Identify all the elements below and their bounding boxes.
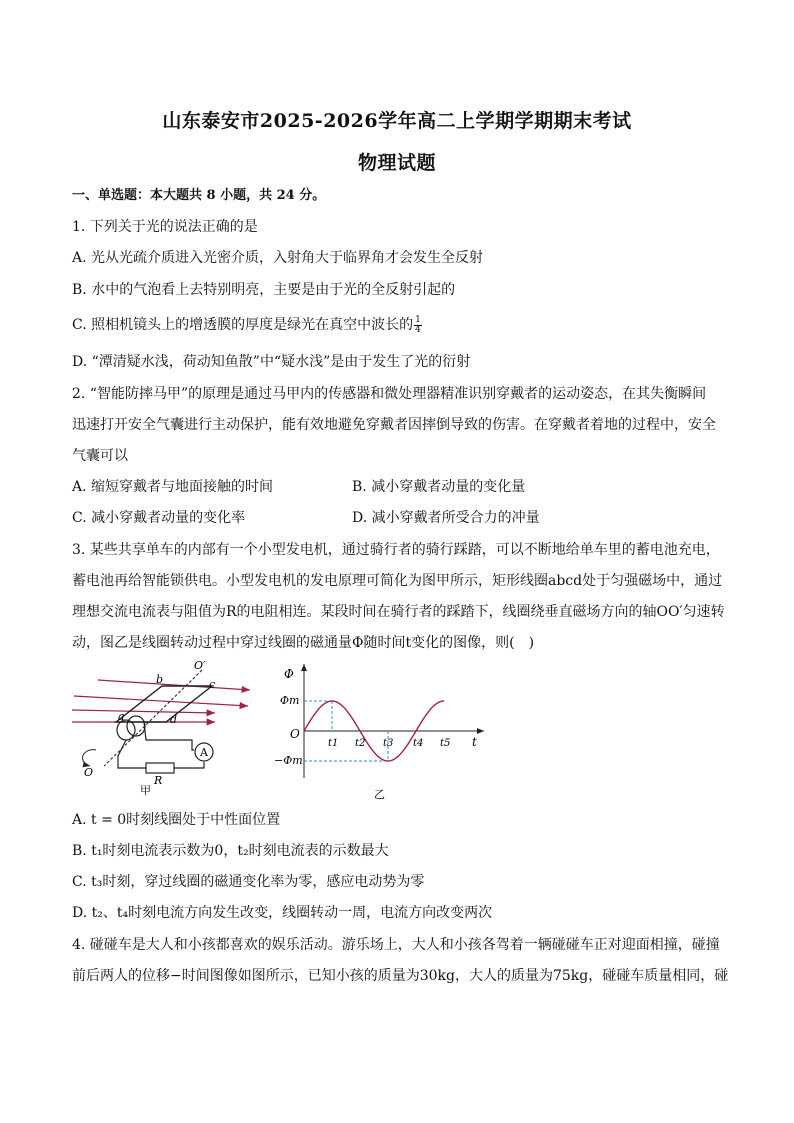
- label-o-prime: O′: [194, 659, 206, 672]
- q4-line-1: 4. 碰碰车是大人和小孩都喜欢的娱乐活动。游乐场上，大人和小孩各驾着一辆碰碰车正对迎面相撞，碰撞: [72, 937, 720, 953]
- q3-line-4: 动，图乙是线圈转动过程中穿过线圈的磁通量Φ随时间t变化的图像，则( ): [72, 635, 535, 651]
- q2-line-3: 气囊可以: [72, 448, 128, 464]
- q2-line-2: 迅速打开安全气囊进行主动保护，能有效地避免穿戴者因摔倒导致的伤害。在穿戴者着地的过程中，安全: [72, 417, 716, 433]
- exam-title: 山东泰安市2025-2026学年高二上学期学期期末考试: [162, 110, 632, 132]
- tick-t5: t5: [440, 738, 451, 749]
- label-o: O: [84, 766, 94, 779]
- rotation-arrow: [83, 750, 96, 766]
- q1-stem: 1. 下列关于光的说法正确的是: [72, 219, 258, 235]
- q1-option-b: B. 水中的气泡看上去特别明亮，主要是由于光的全反射引起的: [72, 282, 456, 298]
- figure-caption-jia: 甲: [140, 784, 151, 796]
- q3-option-d: D. t₂、t₄时刻电流方向发生改变，线圈转动一周，电流方向改变两次: [72, 905, 493, 921]
- circuit-wire: [174, 762, 204, 768]
- section-heading: 一、单选题：本大题共 8 小题，共 24 分。: [72, 188, 326, 203]
- phim-label: Φm: [280, 694, 300, 707]
- q3-option-c: C. t₃时刻，穿过线圈的磁通变化率为零，感应电动势为零: [72, 874, 425, 890]
- q4-line-2: 前后两人的位移−时间图像如图所示，已知小孩的质量为30kg，大人的质量为75kg，碰碰车质量相同，碰: [72, 968, 729, 984]
- q3-option-b: B. t₁时刻电流表示数为0，t₂时刻电流表的示数最大: [72, 843, 389, 859]
- q1-option-c: [72, 315, 422, 335]
- q2-option-c: C. 减小穿戴者动量的变化率: [72, 510, 246, 526]
- q1-option-a: A. 光从光疏介质进入光密介质，入射角大于临界角才会发生全反射: [72, 250, 484, 266]
- label-a: a: [118, 710, 125, 723]
- label-b: b: [156, 673, 164, 686]
- q2-option-d: D. 减小穿戴者所受合力的冲量: [352, 510, 540, 526]
- fraction-quarter: [414, 316, 422, 335]
- q1-option-d: D. “潭清疑水浅，荷动知鱼散”中“疑水浅”是由于发生了光的衍射: [72, 354, 471, 370]
- label-r: R: [154, 774, 163, 787]
- q3-line-3: 理想交流电流表与阻值为R的电阻相连。某段时间在骑行者的踩踏下，线圈绕垂直磁场方向的轴OO′匀速转: [72, 604, 725, 620]
- coil-abcd: [116, 686, 212, 722]
- figure-caption-yi: 乙: [374, 788, 385, 800]
- field-line: [72, 710, 215, 713]
- x-axis-label: t: [472, 735, 477, 749]
- q2-option-a: A. 缩短穿戴者与地面接触的时间: [72, 479, 274, 495]
- figure-generator-diagram: [70, 656, 260, 796]
- resistor: [146, 763, 174, 773]
- exam-subtitle: 物理试题: [357, 152, 436, 174]
- q3-option-a: A. t = 0时刻线圈处于中性面位置: [72, 812, 281, 828]
- q3-line-1: 3. 某些共享单车的内部有一个小型发电机，通过骑行者的骑行踩踏，可以不断地给单车里的蓄电池充电，: [72, 542, 720, 558]
- slip-ring: [117, 720, 135, 740]
- origin-label: O: [290, 727, 300, 741]
- field-line: [74, 696, 248, 706]
- y-axis-label: Φ: [284, 667, 294, 681]
- q1-option-c-text: C. 照相机镜头上的增透膜的厚度是绿光在真空中波长的: [72, 317, 414, 333]
- q2-option-b: B. 减小穿戴者动量的变化量: [352, 479, 526, 495]
- q2-line-1: 2. “智能防摔马甲”的原理是通过马甲内的传感器和微处理器精准识别穿戴者的运动姿态，在其失衡瞬间: [72, 386, 707, 402]
- label-c: c: [209, 678, 216, 691]
- slip-ring: [127, 716, 145, 736]
- circuit-wire: [144, 722, 194, 750]
- fraction-numerator: 1: [415, 314, 421, 325]
- label-ammeter: A: [200, 746, 208, 759]
- tick-t2: t2: [355, 738, 366, 749]
- field-line: [98, 680, 250, 690]
- label-d: d: [170, 713, 178, 726]
- tick-t3: t3: [383, 738, 394, 749]
- neg-phim-label: −Φm: [274, 754, 303, 767]
- tick-t4: t4: [413, 738, 424, 749]
- figure-flux-graph: [270, 660, 495, 800]
- q3-line-2: 蓄电池再给智能锁供电。小型发电机的发电原理可简化为图甲所示，矩形线圈abcd处于匀强磁场中，通过: [72, 573, 723, 589]
- tick-t1: t1: [328, 738, 339, 749]
- circuit-wire: [118, 740, 146, 768]
- fraction-denominator: 4: [415, 324, 421, 335]
